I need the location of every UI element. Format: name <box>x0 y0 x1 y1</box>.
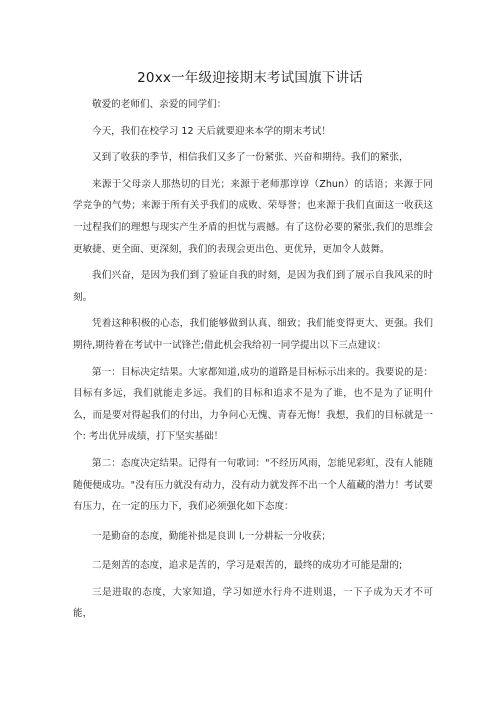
document-title: 20xx一年级迎接期末考试国旗下讲话 <box>137 70 363 86</box>
paragraph-greeting: 敬爱的老师们、亲爱的同学们： <box>92 99 227 110</box>
document-body <box>73 94 433 625</box>
paragraph: 二是刻苦的态度，追求是苦的，学习是艰苦的，最终的成功才可能是甜的; <box>92 560 403 572</box>
paragraph: 又到了收获的季节，相信我们又多了一份紧张、兴奋和期待。我们的紧张， <box>92 152 409 164</box>
paragraph: 我们兴奋，是因为我们到了验证自我的时刻，是因为我们到了展示自我风采的时刻。 <box>73 270 433 303</box>
paragraph: 来源于父母亲人那热切的目光；来源于老师那谆谆（Zhun）的话语；来源于同学竞争的气势；来源于所有关乎我们的成败、荣辱誉；也来源于我们直面这一收获这一过程我们的理想与现实产生矛盾的担忧与震撼。有了这份必要的紧张,我们的思维会更敏捷、更全面、更深刻，我们的表现会更出色、更优异，更加令人鼓舞。 <box>73 178 433 255</box>
paragraph: 三是进取的态度，大家知道，学习如逆水行舟不进则退，一下子成为天才不可能， <box>73 586 433 620</box>
paragraph: 第一：目标决定结果。大家都知道,成功的道路是目标标示出来的。我要说的是：目标有多远，我们就能走多远。我们的目标和追求不是为了谁，也不是为了证明什么，而是要对得起我们的付出，力争问心无愧、青春无悔！我想，我们的目标就是一个: 考出优异成绩，打下坚实基础！ <box>73 366 433 443</box>
paragraph: 第二：态度决定结果。记得有一句歌词："不经历风雨，怎能见彩虹，没有人能随随便便成功。"没有压力就没有动力，没有动力就发挥不出一个人蕴藏的潜力！考试要有压力，在一定的压力下，我们必须强化如下态度： <box>73 457 433 513</box>
paragraph: 一是勤奋的态度，勤能补拙是良训 l,一分耕耘一分收获； <box>92 530 332 542</box>
paragraph: 凭着这种积极的心态，我们能够做到认真、细致；我们能变得更大、更强。我们期待,期待着在考试中一试锋芒;借此机会我给初一同学提出以下三点建议： <box>73 318 433 351</box>
paragraph: 今天，我们在校学习 12 天后就要迎来本学的期末考试！ <box>92 125 331 137</box>
